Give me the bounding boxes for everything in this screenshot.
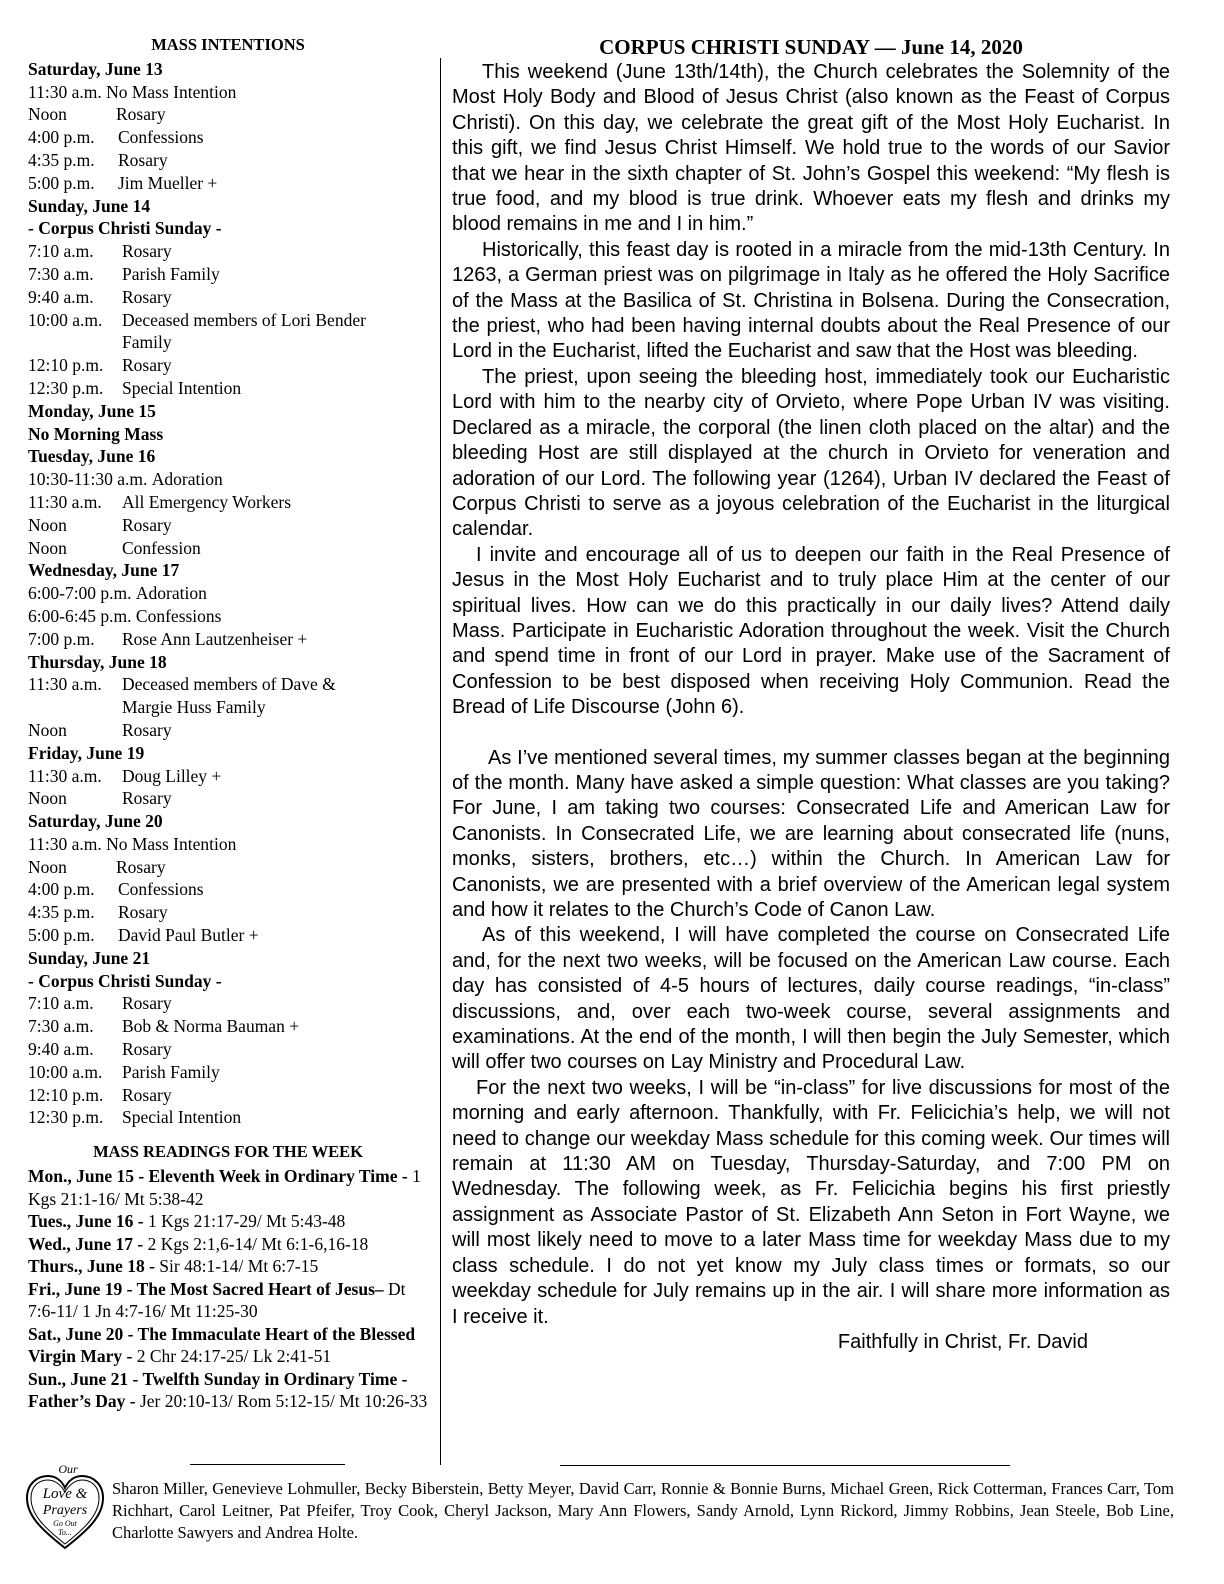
- entry-description: Rosary: [116, 856, 166, 877]
- reading-item: [28, 1210, 428, 1233]
- schedule-entry: [28, 149, 428, 172]
- entry-description: Rosary: [122, 241, 172, 262]
- entry-description: Parish Family: [122, 263, 220, 284]
- reading-citation: 1 Kgs 21:17-29/ Mt 5:43-48: [147, 1211, 346, 1232]
- logo-text: Our: [58, 1462, 78, 1476]
- schedule-entry: [28, 263, 428, 286]
- schedule-entry: [28, 1084, 428, 1107]
- mass-intentions-title: MASS INTENTIONS: [151, 35, 305, 54]
- mass-readings-title: MASS READINGS FOR THE WEEK: [93, 1142, 363, 1162]
- reading-citation: Sir 48:1-14/ Mt 6:7-15: [159, 1256, 319, 1277]
- divider-line: [190, 1464, 345, 1465]
- entry-time: 5:00 p.m.: [28, 925, 95, 946]
- schedule-entry: [28, 537, 428, 560]
- reading-day: Sat., June 20 - The Immaculate Heart of the Blessed Virgin Mary -: [28, 1323, 416, 1367]
- schedule-entry: [28, 833, 428, 856]
- entry-time: Noon: [28, 719, 67, 740]
- entry-description: Rosary: [122, 719, 172, 740]
- entry-description: Confessions: [135, 605, 222, 626]
- schedule-entry: [28, 605, 428, 628]
- entry-description: Rosary: [122, 355, 172, 376]
- entry-continuation: Family: [122, 332, 172, 353]
- day-heading: Saturday, June 13: [28, 58, 163, 79]
- heart-icon: [24, 1460, 106, 1552]
- schedule-entry: [28, 1038, 428, 1061]
- schedule-entry: [28, 309, 428, 332]
- schedule-entry: [28, 103, 428, 126]
- day-heading: Monday, June 15: [28, 400, 156, 421]
- entry-time: Noon: [28, 537, 67, 558]
- schedule-entry: [28, 582, 428, 605]
- schedule-entry: [28, 491, 428, 514]
- day-heading: Sunday, June 21: [28, 947, 151, 968]
- entry-time: 12:10 p.m.: [28, 355, 104, 376]
- entry-description: Adoration: [135, 583, 207, 604]
- entry-time: 12:30 p.m.: [28, 1107, 104, 1128]
- entry-time: 11:30 a.m.: [28, 81, 107, 102]
- schedule-entry: [28, 878, 428, 901]
- logo-text: To...: [58, 1528, 72, 1537]
- entry-time: 5:00 p.m.: [28, 172, 95, 193]
- schedule-entry: [28, 719, 428, 742]
- entry-description: Confessions: [118, 127, 204, 148]
- entry-description: Jim Mueller +: [118, 172, 218, 193]
- entry-time: Noon: [28, 514, 67, 535]
- entry-description: Rosary: [122, 514, 172, 535]
- article-paragraph: This weekend (June 13th/14th), the Church celebrates the Solemnity of the Most Holy Body and Blood of Jesus Christ (also known as the Feast of Corpus Christi). On this day, we celebrate the great gift of the Most Holy Eucharist. In this gift, we find Jesus Christ Himself. We hold true to the words of our Savior that we hear in the sixth chapter of St. John’s Gospel this weekend: “My flesh is true food, and my blood is true drink. Whoever eats my flesh and drinks my blood remains in me and I in him.”: [452, 61, 1170, 236]
- entry-description: Deceased members of Dave &: [122, 674, 336, 695]
- day-heading: Saturday, June 20: [28, 811, 163, 832]
- schedule-entry: [28, 856, 428, 879]
- day-heading: Wednesday, June 17: [28, 560, 180, 581]
- entry-time: 11:30 a.m.: [28, 491, 102, 512]
- schedule-entry: [28, 240, 428, 263]
- schedule-entry: [28, 126, 428, 149]
- entry-description: Rosary: [122, 1084, 172, 1105]
- entry-description: Doug Lilley +: [122, 765, 222, 786]
- entry-description: No Mass Intention: [106, 81, 237, 102]
- schedule-entry: [28, 286, 428, 309]
- entry-time: 10:00 a.m.: [28, 1061, 103, 1082]
- day-heading: Tuesday, June 16: [28, 446, 156, 467]
- entry-description: Rosary: [116, 104, 166, 125]
- entry-description: Rosary: [118, 902, 168, 923]
- schedule-entry: [28, 992, 428, 1015]
- day-heading: Sunday, June 14: [28, 195, 151, 216]
- entry-description: Rosary: [122, 1039, 172, 1060]
- article-paragraph: For the next two weeks, I will be “in-class” for live discussions for most of the morning and early afternoon. Thankfully, with Fr. Felicichia’s help, we will not need to change our weekday Mass schedule for this coming week. Our times will remain at 11:30 AM on Tuesday, Thursday-Saturday, and 7:00 PM on Wednesday. The following week, as Fr. Felicichia begins his first priestly assignment as Associate Pastor of St. Elizabeth Ann Seton in Fort Wayne, we will most likely need to move to a later Mass time for weekday Mass due to my class schedule. I do not yet know my July class times or formats, so our weekday schedule for July remains up in the air. I will share more information as I receive it.: [452, 1076, 1170, 1328]
- entry-time: 12:10 p.m.: [28, 1084, 104, 1105]
- divider-line: [560, 1465, 1010, 1466]
- entry-time: Noon: [28, 104, 67, 125]
- entry-time: 4:00 p.m.: [28, 879, 95, 900]
- entry-description: Parish Family: [122, 1061, 220, 1082]
- entry-time: 12:30 p.m.: [28, 377, 104, 398]
- entry-time: 10:30-11:30 a.m.: [28, 469, 152, 490]
- pastor-letter: [452, 34, 1170, 1355]
- entry-description: Rosary: [118, 149, 168, 170]
- entry-time: 7:30 a.m.: [28, 263, 94, 284]
- schedule-entry: [28, 514, 428, 537]
- reading-day: Mon., June 15 - Eleventh Week in Ordinary Time -: [28, 1166, 413, 1187]
- entry-description: Deceased members of Lori Bender: [122, 309, 366, 330]
- entry-description: Rosary: [122, 286, 172, 307]
- reading-item: [28, 1278, 428, 1323]
- reading-item: [28, 1233, 428, 1256]
- entry-time: Noon: [28, 856, 67, 877]
- entry-continuation: Margie Huss Family: [122, 697, 266, 718]
- reading-citation: Jer 20:10-13/ Rom 5:12-15/ Mt 10:26-33: [139, 1391, 428, 1412]
- logo-text: Prayers: [42, 1503, 88, 1518]
- entry-description: Rosary: [122, 993, 172, 1014]
- article-title: CORPUS CHRISTI SUNDAY — June 14, 2020: [599, 35, 1023, 59]
- day-heading: Thursday, June 18: [28, 651, 167, 672]
- reading-day: Sun., June 21 - Twelfth Sunday in Ordinary Time - Father’s Day -: [28, 1368, 408, 1412]
- entry-description: Bob & Norma Bauman +: [122, 1016, 300, 1037]
- entry-time: 11:30 a.m.: [28, 765, 102, 786]
- reading-day: Fri., June 19 - The Most Sacred Heart of Jesus–: [28, 1278, 389, 1299]
- schedule-entry: [28, 354, 428, 377]
- day-subheading: No Morning Mass: [28, 423, 164, 444]
- entry-time: 7:00 p.m.: [28, 628, 95, 649]
- article-paragraph: Historically, this feast day is rooted in a miracle from the mid-13th Century. In 1263, a German priest was on pilgrimage in Italy as he offered the Holy Sacrifice of the Mass at the Basilica of St. Christina in Bolsena. During the Consecration, the priest, who had been having internal doubts about the Real Presence of our Lord in the Eucharist, lifted the Eucharist and saw that the Host was bleeding.: [452, 238, 1170, 363]
- reading-item: [28, 1165, 428, 1210]
- reading-day: Thurs., June 18 -: [28, 1256, 160, 1277]
- reading-item: [28, 1323, 428, 1368]
- article-paragraph: I invite and encourage all of us to deepen our faith in the Real Presence of Jesus in the Most Holy Eucharist and to truly place Him at the center of our spiritual lives. How can we do this practically in our daily lives? Attend daily Mass. Participate in Eucharistic Adoration throughout the week. Visit the Church and spend time in front of our Lord in prayer. Make use of the Sacrament of Confession to be best disposed when receiving Holy Communion. Read the Bread of Life Discourse (John 6).: [452, 543, 1170, 719]
- entry-description: Confessions: [118, 879, 204, 900]
- schedule-entry: [28, 673, 428, 696]
- reading-day: Tues., June 16 -: [28, 1211, 148, 1232]
- column-divider: [440, 58, 441, 1465]
- entry-time: 4:35 p.m.: [28, 149, 95, 170]
- schedule-entry: [28, 787, 428, 810]
- entry-description: Special Intention: [122, 377, 242, 398]
- prayer-list: Sharon Miller, Genevieve Lohmuller, Becky Biberstein, Betty Meyer, David Carr, Ronnie & Bonnie Burns, Michael Green, Rick Cotterman, Frances Carr, Tom Richhart, Carol Leitner, Pat Pfeifer, Troy Cook, Cheryl Jackson, Mary Ann Flowers, Sandy Arnold, Lynn Rickord, Jimmy Robbins, Jean Steele, Bob Line, Charlotte Sawyers and Andrea Holte.: [112, 1479, 1174, 1542]
- entry-description: Special Intention: [122, 1107, 242, 1128]
- entry-description: Confession: [122, 537, 201, 558]
- article-paragraph: As I’ve mentioned several times, my summer classes began at the beginning of the month. Many have asked a simple question: What classes are you taking? For June, I am taking two courses: Consecrated Life and American Law for Canonists. In Consecrated Life, we are learning about consecrated life (nuns, monks, sisters, brothers, etc…) within the Church. In American Law for Canonists, we are presented with a brief overview of the American legal system and how it relates to the Church’s Code of Canon Law.: [452, 746, 1170, 921]
- reading-citation: 1 Kgs 21:1-16/ Mt 5:38-42: [28, 1166, 421, 1209]
- schedule-entry: [28, 377, 428, 400]
- entry-time: 10:00 a.m.: [28, 309, 103, 330]
- article-paragraph: The priest, upon seeing the bleeding host, immediately took our Eucharistic Lord with him to the nearby city of Orvieto, where Pope Urban IV was visiting. Declared as a miracle, the corporal (the linen cloth placed on the altar) and the bleeding Host are still displayed at the church in Orvieto for veneration and adoration of our Lord. The following year (1264), Urban IV declared the Feast of Corpus Christi to serve as a joyous celebration of the Eucharist in the liturgical calendar.: [452, 365, 1170, 541]
- entry-description: David Paul Butler +: [118, 925, 259, 946]
- reading-citation: 2 Chr 24:17-25/ Lk 2:41-51: [136, 1346, 332, 1367]
- reading-citation: Dt 7:6-11/ 1 Jn 4:7-16/ Mt 11:25-30: [28, 1278, 406, 1322]
- reading-citation: 2 Kgs 2:1,6-14/ Mt 6:1-6,16-18: [147, 1233, 369, 1254]
- entry-time: 6:00-6:45 p.m.: [28, 605, 136, 626]
- entry-time: 9:40 a.m.: [28, 1039, 94, 1060]
- schedule-entry: [28, 81, 428, 104]
- reading-day: Wed., June 17 -: [28, 1233, 148, 1254]
- logo-text: Go Out: [53, 1519, 77, 1528]
- entry-time: 6:00-7:00 p.m.: [28, 583, 136, 604]
- entry-description: No Mass Intention: [106, 833, 237, 854]
- day-subheading: - Corpus Christi Sunday -: [28, 970, 222, 991]
- schedule-entry: [28, 901, 428, 924]
- mass-intentions-column: [28, 34, 428, 1413]
- article-paragraph: As of this weekend, I will have completed the course on Consecrated Life and, for the next two weeks, will be focused on the American Law course. Each day has consisted of 4-5 hours of lectures, daily course readings, “in-class” discussions, and, over each two-week course, several assignments and examinations. At the end of the month, I will then begin the July Semester, which will offer two courses on Lay Ministry and Procedural Law.: [452, 924, 1170, 1074]
- entry-time: 11:30 a.m.: [28, 833, 107, 854]
- schedule-entry: [28, 468, 428, 491]
- entry-time: 7:10 a.m.: [28, 241, 94, 262]
- schedule-entry: [28, 924, 428, 947]
- entry-description: Rose Ann Lautzenheiser +: [122, 628, 308, 649]
- entry-time: 7:10 a.m.: [28, 993, 94, 1014]
- reading-item: [28, 1255, 428, 1278]
- signature: Faithfully in Christ, Fr. David: [837, 1330, 1088, 1353]
- schedule-entry: [28, 172, 428, 195]
- schedule-entry: [28, 1061, 428, 1084]
- entry-description: All Emergency Workers: [122, 491, 292, 512]
- entry-time: 4:35 p.m.: [28, 902, 95, 923]
- mass-readings-list: [28, 1165, 428, 1413]
- entry-time: 7:30 a.m.: [28, 1016, 94, 1037]
- day-subheading: - Corpus Christi Sunday -: [28, 218, 222, 239]
- schedule-entry: [28, 628, 428, 651]
- entry-time: 9:40 a.m.: [28, 286, 94, 307]
- entry-time: Noon: [28, 788, 67, 809]
- schedule-entry: [28, 1015, 428, 1038]
- entry-time: 4:00 p.m.: [28, 127, 95, 148]
- schedule-entry: [28, 1106, 428, 1129]
- mass-schedule: [28, 58, 428, 1129]
- logo-text: Love &: [42, 1486, 88, 1502]
- entry-description: Rosary: [122, 788, 172, 809]
- reading-item: [28, 1368, 428, 1413]
- entry-description: Adoration: [151, 469, 223, 490]
- schedule-entry: [28, 765, 428, 788]
- entry-time: 11:30 a.m.: [28, 674, 102, 695]
- day-heading: Friday, June 19: [28, 742, 145, 763]
